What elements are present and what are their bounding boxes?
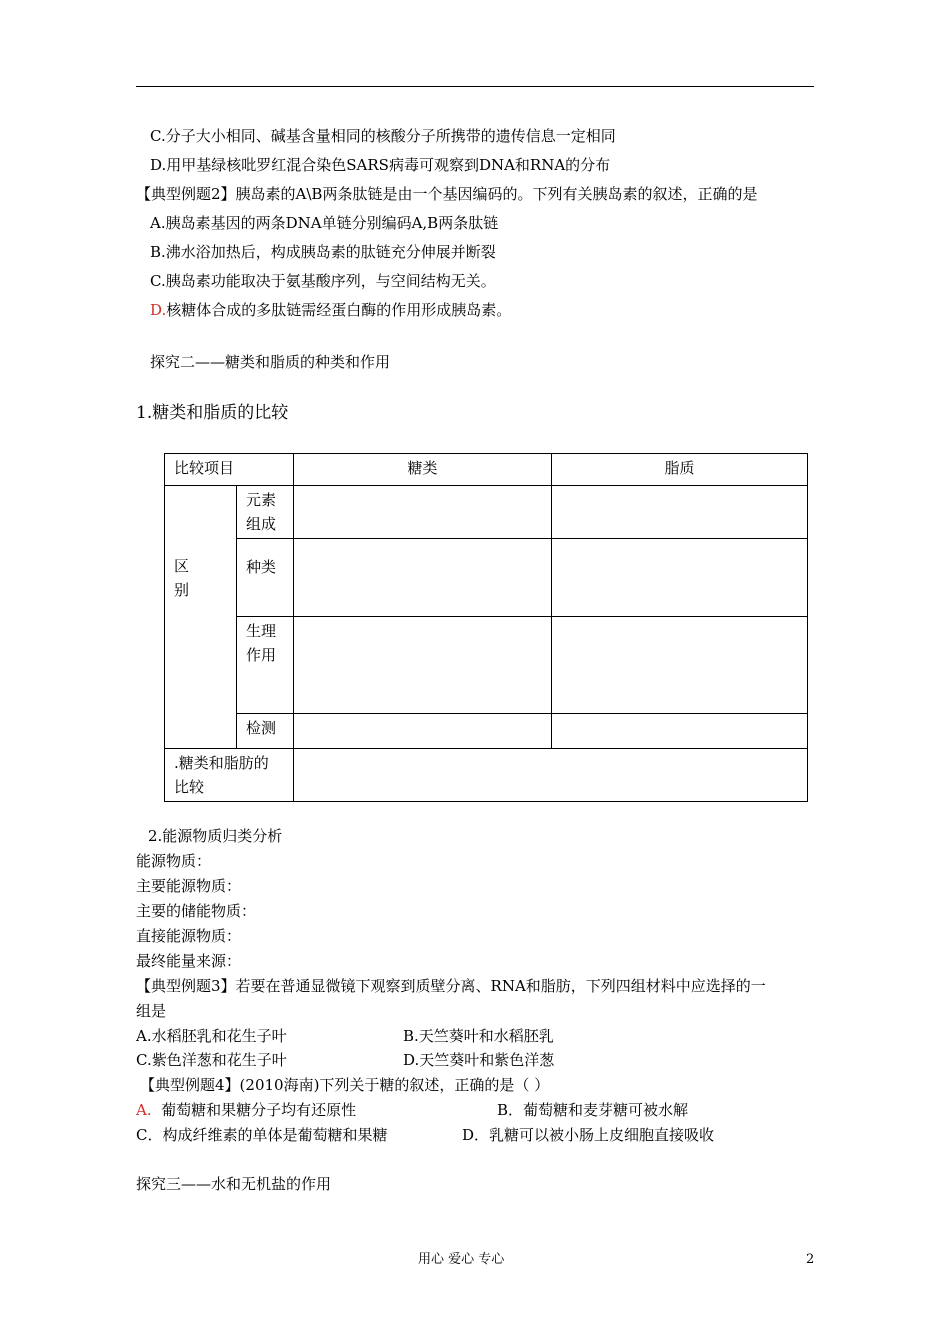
row-label-elements-line-1: 元素 — [246, 491, 277, 509]
example-4-stem: 【典型例题4】(2010海南)下列关于糖的叙述，正确的是（ ） — [140, 1076, 550, 1094]
table-header-row — [165, 454, 808, 486]
header-sugar: 糖类 — [294, 454, 552, 486]
table-row-function — [165, 617, 808, 714]
row-label-function-line-1: 生理 — [246, 622, 277, 640]
example-2-option-b: B.沸水浴加热后，构成胰岛素的肽链充分伸展并断裂 — [150, 243, 496, 261]
example-3-option-a: A.水稻胚乳和花生子叶 — [136, 1027, 287, 1045]
footer-text: 用心 爱心 专心 — [418, 1252, 505, 1267]
header-compare-item: 比较项目 — [165, 454, 294, 486]
example-4-option-d: D．乳糖可以被小肠上皮细胞直接吸收 — [462, 1126, 715, 1144]
example-4-option-b: B．葡萄糖和麦芽糖可被水解 — [497, 1101, 689, 1119]
energy-line-2: 主要能源物质： — [136, 877, 242, 895]
energy-line-1: 能源物质： — [136, 852, 212, 870]
answer-letter-a: A. — [136, 1101, 152, 1119]
cell-sugar-fat-comparison — [294, 749, 808, 802]
group-label-line-1: 区 — [174, 557, 190, 575]
option-d-text: 核糖体合成的多肽链需经蛋白酶的作用形成胰岛素。 — [166, 301, 512, 319]
example-3-stem-line-1: 【典型例题3】若要在普通显微镜下观察到质壁分离、RNA和脂肪，下列四组材料中应选择的一 — [136, 977, 766, 995]
row-label-elements-line-2: 组成 — [246, 515, 277, 533]
table-row-test — [165, 714, 808, 749]
cell-sugar-test — [294, 714, 552, 749]
table-row-elements — [165, 486, 808, 539]
row-label-function — [237, 617, 294, 714]
cell-lipid-types — [552, 539, 808, 617]
option-d-q1: D.用甲基绿核吡罗红混合染色SARS病毒可观察到DNA和RNA的分布 — [150, 156, 611, 174]
heading-energy-substances: 2.能源物质归类分析 — [148, 827, 283, 845]
row-label-comparison-line-1: .糖类和脂肪的 — [174, 754, 269, 772]
example-2-option-a: A.胰岛素基因的两条DNA单链分别编码A,B两条肽链 — [150, 214, 499, 232]
example-2-option-c: C.胰岛素功能取决于氨基酸序列，与空间结构无关。 — [150, 272, 496, 290]
example-3-option-c: C.紫色洋葱和花生子叶 — [136, 1051, 287, 1069]
header-rule — [136, 86, 814, 87]
group-label-line-2: 别 — [174, 581, 190, 599]
energy-line-4: 直接能源物质： — [136, 927, 242, 945]
example-3-option-d: D.天竺葵叶和紫色洋葱 — [403, 1051, 555, 1069]
example-3-option-b: B.天竺葵叶和水稻胚乳 — [403, 1027, 554, 1045]
comparison-table — [164, 453, 808, 802]
example-2-stem: 【典型例题2】胰岛素的A\B两条肽链是由一个基因编码的。下列有关胰岛素的叙述，正确的是 — [136, 185, 758, 203]
cell-lipid-test — [552, 714, 808, 749]
cell-sugar-elements — [294, 486, 552, 539]
example-2-option-d — [150, 299, 511, 321]
example-3-stem-line-2: 组是 — [136, 1002, 167, 1020]
example-4-option-c: C．构成纤维素的单体是葡萄糖和果糖 — [136, 1126, 388, 1144]
heading-sugar-lipid-comparison: 1.糖类和脂质的比较 — [136, 403, 289, 423]
option-a-text: 葡萄糖和果糖分子均有还原性 — [161, 1101, 357, 1119]
row-label-test: 检测 — [237, 714, 294, 749]
example-4-option-a — [136, 1099, 356, 1121]
row-label-function-line-2: 作用 — [246, 646, 277, 664]
header-lipid: 脂质 — [552, 454, 808, 486]
table-row-types — [165, 539, 808, 617]
table-row-sugar-fat-comparison — [165, 749, 808, 802]
row-label-comparison-line-2: 比较 — [174, 778, 205, 796]
page-number: 2 — [806, 1252, 815, 1267]
section-3-title: 探究三——水和无机盐的作用 — [136, 1175, 332, 1193]
cell-lipid-function — [552, 617, 808, 714]
energy-line-3: 主要的储能物质： — [136, 902, 257, 920]
section-2-title: 探究二——糖类和脂质的种类和作用 — [150, 353, 391, 371]
row-label-sugar-fat-comparison — [165, 749, 294, 802]
row-label-elements — [237, 486, 294, 539]
row-label-types: 种类 — [237, 539, 294, 617]
option-c-q1: C.分子大小相同、碱基含量相同的核酸分子所携带的遗传信息一定相同 — [150, 127, 616, 145]
answer-letter-d: D. — [150, 301, 167, 319]
group-label-difference — [165, 486, 237, 749]
energy-line-5: 最终能量来源： — [136, 952, 242, 970]
cell-sugar-function — [294, 617, 552, 714]
cell-lipid-elements — [552, 486, 808, 539]
cell-sugar-types — [294, 539, 552, 617]
